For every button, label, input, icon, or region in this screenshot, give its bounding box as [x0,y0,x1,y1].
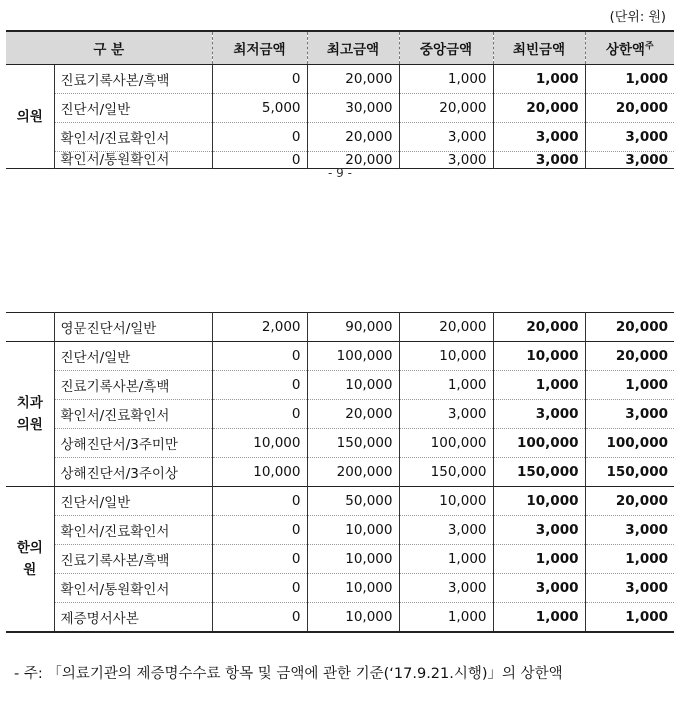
cell-median: 3,000 [399,400,493,429]
cell-median: 3,000 [399,516,493,545]
header-category: 구 분 [6,31,212,65]
table-row [6,458,674,487]
row-label: 상해진단서/3주이상 [54,458,212,487]
cell-cap: 1,000 [585,545,674,574]
cell-min: 0 [212,487,307,516]
cell-median: 3,000 [399,574,493,603]
row-label: 진단서/일반 [54,342,212,371]
cell-median: 1,000 [399,545,493,574]
row-label: 진료기록사본/흑백 [54,545,212,574]
table-row [6,574,674,603]
cell-mode: 1,000 [493,371,585,400]
group-label: 한의원 [6,487,54,633]
cell-min: 0 [212,65,307,94]
row-label: 진단서/일반 [54,94,212,123]
cell-cap: 20,000 [585,487,674,516]
cell-cap: 150,000 [585,458,674,487]
cell-median: 1,000 [399,65,493,94]
table-row [6,429,674,458]
cell-min: 2,000 [212,313,307,342]
cell-max: 150,000 [307,429,399,458]
cell-mode: 1,000 [493,545,585,574]
cell-min: 0 [212,123,307,152]
cell-cap: 20,000 [585,313,674,342]
cell-cap: 3,000 [585,123,674,152]
row-label: 진료기록사본/흑백 [54,371,212,400]
cell-max: 20,000 [307,152,399,169]
row-label: 확인서/진료확인서 [54,400,212,429]
row-label: 확인서/진료확인서 [54,123,212,152]
cell-cap: 100,000 [585,429,674,458]
cell-min: 10,000 [212,429,307,458]
table-row [6,65,674,94]
header-cap: 상한액$^주$ [585,31,674,65]
row-label: 진료기록사본/흑백 [54,65,212,94]
cell-median: 10,000 [399,487,493,516]
cell-mode: 10,000 [493,342,585,371]
cell-min: 0 [212,516,307,545]
cell-mode: 3,000 [493,400,585,429]
header-median: 중앙금액 [399,31,493,65]
cell-max: 10,000 [307,574,399,603]
table-row [6,516,674,545]
group-label: 치과의원 [6,342,54,487]
header-max: 최고금액 [307,31,399,65]
cell-mode: 3,000 [493,152,585,169]
cell-max: 20,000 [307,123,399,152]
table-row [6,371,674,400]
table-row [6,313,674,342]
group-label [6,313,54,342]
table-row [6,545,674,574]
cell-max: 20,000 [307,65,399,94]
table-row [6,94,674,123]
table-row [6,603,674,633]
page-number: - 9 - [328,166,352,180]
cell-cap: 20,000 [585,342,674,371]
row-label: 영문진단서/일반 [54,313,212,342]
cell-median: 20,000 [399,313,493,342]
cell-min: 0 [212,545,307,574]
cell-cap: 20,000 [585,94,674,123]
footnote-mark: 주 [644,41,654,52]
footnote: - 주: 「의료기관의 제증명수수료 항목 및 금액에 관한 기준(‘17.9.21.시행)」의 상한액 [14,666,563,682]
cell-median: 20,000 [399,94,493,123]
cell-cap: 3,000 [585,400,674,429]
cell-cap: 1,000 [585,603,674,633]
table-row [6,487,674,516]
cell-max: 30,000 [307,94,399,123]
cell-median: 10,000 [399,342,493,371]
cell-min: 0 [212,342,307,371]
cell-cap: 1,000 [585,371,674,400]
row-label: 확인서/통원확인서 [54,574,212,603]
row-label: 진단서/일반 [54,487,212,516]
row-label: 확인서/진료확인서 [54,516,212,545]
cell-min: 0 [212,574,307,603]
cell-mode: 3,000 [493,574,585,603]
cell-min: 0 [212,371,307,400]
header-min: 최저금액 [212,31,307,65]
cell-mode: 20,000 [493,313,585,342]
cell-mode: 3,000 [493,516,585,545]
cell-cap: 1,000 [585,65,674,94]
cell-mode: 20,000 [493,94,585,123]
table-row [6,123,674,152]
cell-median: 3,000 [399,123,493,152]
unit-label: (단위: 원) [609,10,666,25]
cell-max: 10,000 [307,603,399,633]
cell-mode: 3,000 [493,123,585,152]
fee-table-top [6,30,674,169]
cell-cap: 3,000 [585,152,674,169]
cell-min: 0 [212,603,307,633]
cell-mode: 1,000 [493,603,585,633]
fee-table-continued [6,312,674,633]
cell-mode: 10,000 [493,487,585,516]
cell-max: 200,000 [307,458,399,487]
cell-max: 10,000 [307,545,399,574]
cell-min: 10,000 [212,458,307,487]
cell-max: 90,000 [307,313,399,342]
cell-mode: 150,000 [493,458,585,487]
cell-median: 100,000 [399,429,493,458]
cell-max: 10,000 [307,371,399,400]
table-row [6,400,674,429]
cell-median: 150,000 [399,458,493,487]
row-label: 상해진단서/3주미만 [54,429,212,458]
cell-min: 5,000 [212,94,307,123]
cell-cap: 3,000 [585,574,674,603]
header-mode: 최빈금액 [493,31,585,65]
row-label: 제증명서사본 [54,603,212,633]
table-row [6,342,674,371]
cell-median: 1,000 [399,371,493,400]
cell-min: 0 [212,152,307,169]
cell-max: 100,000 [307,342,399,371]
cell-median: 3,000 [399,152,493,169]
cell-min: 0 [212,400,307,429]
cell-cap: 3,000 [585,516,674,545]
cell-mode: 100,000 [493,429,585,458]
cell-median: 1,000 [399,603,493,633]
cell-mode: 1,000 [493,65,585,94]
cell-max: 20,000 [307,400,399,429]
row-label: 확인서/통원확인서 [54,152,212,169]
header-row [6,31,674,65]
group-label: 의원 [6,65,54,169]
cell-max: 50,000 [307,487,399,516]
cell-max: 10,000 [307,516,399,545]
